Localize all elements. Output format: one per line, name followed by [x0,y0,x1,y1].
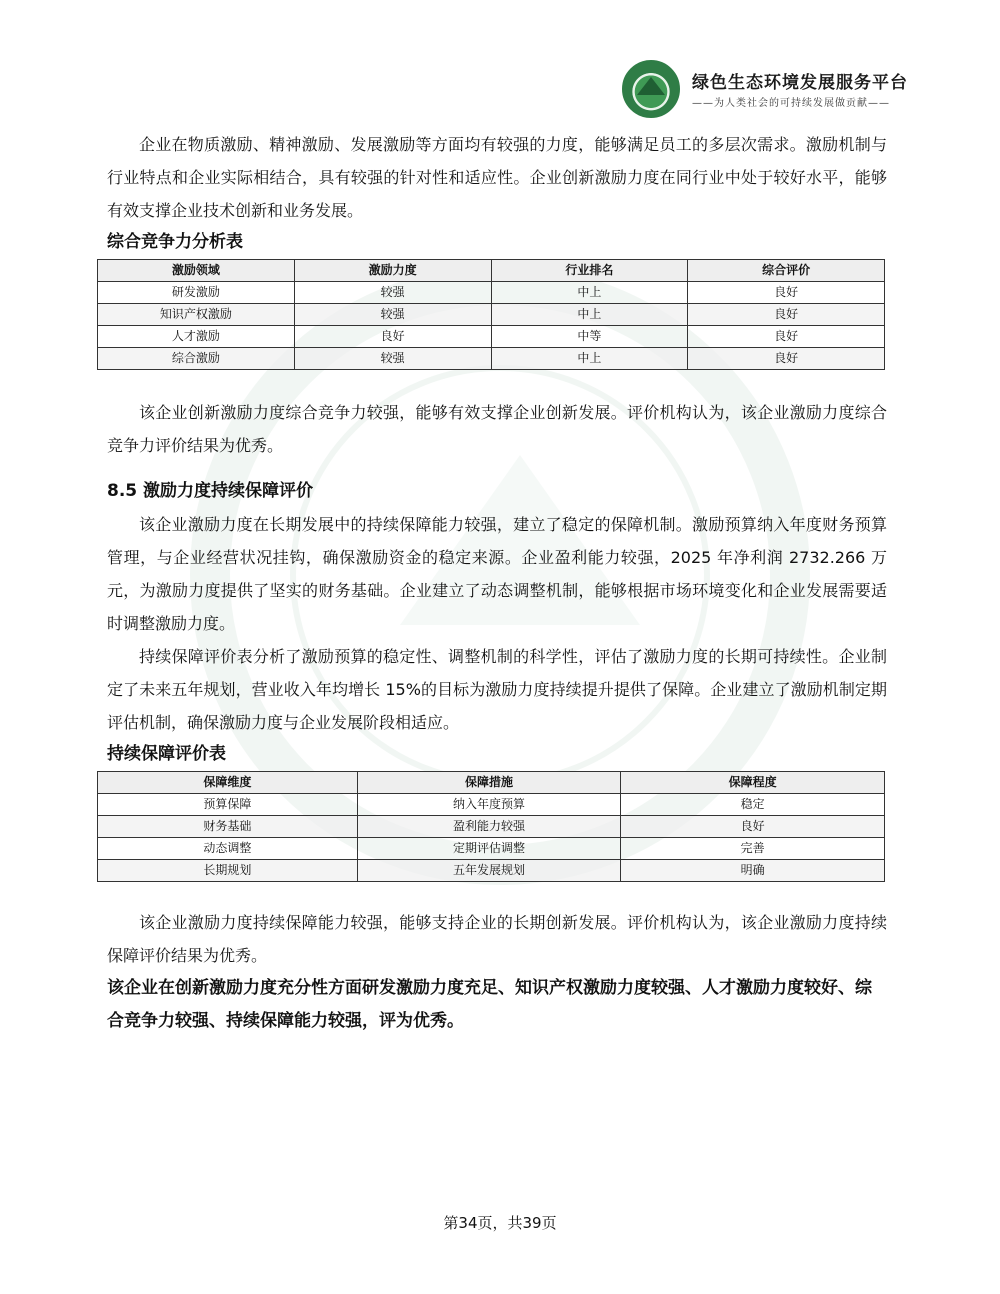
table-cell: 良好 [688,304,885,326]
table-cell: 五年发展规划 [357,860,621,882]
table-cell: 明确 [621,860,885,882]
table-header-row [98,260,885,282]
table-cell: 良好 [621,816,885,838]
document-body [107,128,887,1038]
table-cell: 财务基础 [98,816,358,838]
table-cell: 知识产权激励 [98,304,295,326]
table-cell: 较强 [294,348,491,370]
brand-title: 绿色生态环境发展服务平台 [692,73,908,93]
section-heading: 8.5 激励力度持续保障评价 [107,481,314,501]
column-header: 保障程度 [621,772,885,794]
table-row [98,838,885,860]
table-cell: 定期评估调整 [357,838,621,860]
column-header: 激励力度 [294,260,491,282]
table-cell: 动态调整 [98,838,358,860]
table-cell: 盈利能力较强 [357,816,621,838]
column-header: 保障措施 [357,772,621,794]
table-cell: 稳定 [621,794,885,816]
page-number: 第34页，共39页 [443,1214,557,1232]
table-cell: 预算保障 [98,794,358,816]
competitiveness-table [97,259,885,370]
table-header-row [98,772,885,794]
table-cell: 长期规划 [98,860,358,882]
table-cell: 综合激励 [98,348,295,370]
table-row [98,326,885,348]
table-row [98,816,885,838]
column-header: 行业排名 [491,260,688,282]
intro-paragraph: 企业在物质激励、精神激励、发展激励等方面均有较强的力度，能够满足员工的多层次需求。激励机制与行业特点和企业实际相结合，具有较强的针对性和适应性。企业创新激励力度在同行业中处于较好水平，能够有效支撑企业技术创新和业务发展。 [107,135,887,220]
column-header: 激励领域 [98,260,295,282]
table-cell: 中等 [491,326,688,348]
sustainability-table [97,771,885,882]
brand-subtitle: ——为人类社会的可持续发展做贡献—— [692,98,890,109]
table-row [98,860,885,882]
sustainability-table-title: 持续保障评价表 [107,744,226,764]
competitiveness-summary: 该企业创新激励力度综合竞争力较强，能够有效支撑企业创新发展。评价机构认为，该企业激励力度综合竞争力评价结果为优秀。 [107,403,887,455]
table-row [98,348,885,370]
table-row [98,794,885,816]
table-cell: 中上 [491,348,688,370]
table-cell: 纳入年度预算 [357,794,621,816]
table-cell: 良好 [688,326,885,348]
section-paragraph: 该企业激励力度在长期发展中的持续保障能力较强，建立了稳定的保障机制。激励预算纳入年度财务预算管理，与企业经营状况挂钩，确保激励资金的稳定来源。企业盈利能力较强，2025 年净利润 2732.266 万元，为激励力度提供了坚实的财务基础。企业建立了动态调整机制，能够根据市场环境变化和企业发展需要适时调整激励力度。 [107,515,887,633]
overall-conclusion: 该企业在创新激励力度充分性方面研发激励力度充足、知识产权激励力度较强、人才激励力度较好、综合竞争力较强、持续保障能力较强，评为优秀。 [107,978,872,1031]
table-row [98,282,885,304]
competitiveness-table-title: 综合竞争力分析表 [107,232,243,252]
table-cell: 较强 [294,282,491,304]
table-cell: 完善 [621,838,885,860]
platform-logo-icon [622,60,680,118]
table-cell: 人才激励 [98,326,295,348]
table-cell: 良好 [688,282,885,304]
column-header: 保障维度 [98,772,358,794]
table-cell: 良好 [294,326,491,348]
table-cell: 中上 [491,282,688,304]
table-cell: 中上 [491,304,688,326]
column-header: 综合评价 [688,260,885,282]
table-row [98,304,885,326]
table-cell: 研发激励 [98,282,295,304]
section-paragraph: 持续保障评价表分析了激励预算的稳定性、调整机制的科学性，评估了激励力度的长期可持续性。企业制定了未来五年规划，营业收入年均增长 15%的目标为激励力度持续提升提供了保障。企业建立了激励机制定期评估机制，确保激励力度与企业发展阶段相适应。 [107,647,887,732]
table-cell: 较强 [294,304,491,326]
sustainability-summary: 该企业激励力度持续保障能力较强，能够支持企业的长期创新发展。评价机构认为，该企业激励力度持续保障评价结果为优秀。 [107,913,887,965]
page-header [622,58,908,118]
table-cell: 良好 [688,348,885,370]
